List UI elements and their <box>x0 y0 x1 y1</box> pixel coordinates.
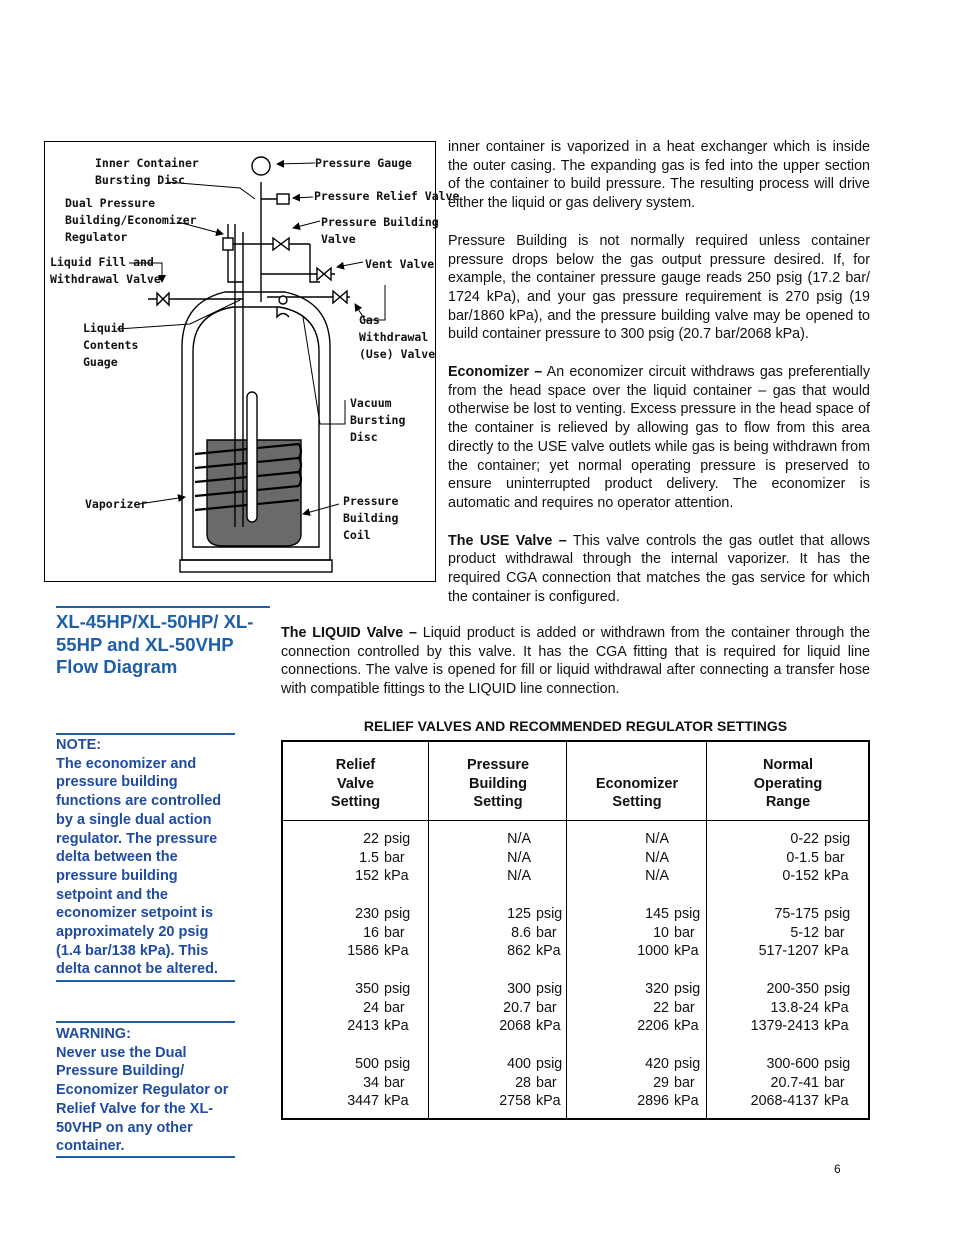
table-row <box>707 924 869 943</box>
note-rule-bottom <box>56 980 235 982</box>
cell-value: 400 <box>507 1056 531 1072</box>
cell-unit <box>669 867 674 886</box>
economizer-heading: Economizer – <box>448 364 543 381</box>
warning-heading: WARNING: <box>56 1026 131 1042</box>
page-number: 6 <box>834 1162 841 1176</box>
header-line: Economizer <box>595 775 679 792</box>
use-valve-text: This valve controls the gas outlet that allows product withdrawal through the internal vaporizer. It has the required CGA connection that matches the gas service for which the container is configured. <box>448 532 870 605</box>
cell-unit <box>669 830 674 849</box>
label-pressure-relief: Pressure Relief Valve <box>314 189 460 203</box>
cell-unit: psig <box>824 981 851 997</box>
value-group <box>567 905 707 961</box>
cell-value: 1586 <box>347 943 379 960</box>
column-header <box>567 756 707 812</box>
value-group <box>283 905 428 961</box>
use-valve-heading: The USE Valve – <box>448 532 567 549</box>
table-row <box>707 905 869 924</box>
cell-unit: kPa <box>674 943 699 960</box>
liquid-gauge-tube <box>247 392 257 522</box>
cell-value: 20.7-41 <box>770 1074 819 1091</box>
cell-unit: kPa <box>384 1093 409 1110</box>
liquid-valve-heading: The LIQUID Valve – <box>281 625 417 641</box>
table-row <box>567 980 707 999</box>
cell-unit: bar <box>384 924 405 941</box>
paragraph-use-valve <box>448 532 870 607</box>
cell-value: 517-1207 <box>758 943 819 960</box>
container-base <box>180 560 332 572</box>
table-row <box>283 942 428 961</box>
label-vacuum-bursting: Vacuum Bursting Disc <box>350 396 406 444</box>
cell-unit: psig <box>536 906 563 922</box>
warning-text: Never use the Dual Pressure Building/ Economizer Regulator or Relief Valve for the XL-50VHP on any other container. <box>56 1044 229 1155</box>
value-group <box>283 980 428 1036</box>
table-row <box>283 867 428 886</box>
cell-value: 8.6 <box>511 924 531 941</box>
cell-value: N/A <box>507 868 531 885</box>
cell-value: 145 <box>645 906 669 922</box>
cell-value: 125 <box>507 906 531 922</box>
cell-value: 1379-2413 <box>750 1018 819 1035</box>
table-row <box>283 1055 428 1074</box>
cell-value: 2206 <box>637 1018 669 1035</box>
cell-value: 28 <box>515 1074 531 1091</box>
table-row <box>283 830 428 849</box>
value-group <box>567 980 707 1036</box>
table-row <box>707 942 869 961</box>
table-row <box>707 830 869 849</box>
value-group <box>429 905 567 961</box>
economizer-text: An economizer circuit withdraws gas preferentially from the head space over the liquid container – gas that would otherwise be lost to venting. Excess pressure in the head space of the container is relieved by allowing gas to flow from this area directly to the USE valve outlets while gas is being withdrawn from the container; yet normal operating pressure is preserved to ensure uninterrupted product delivery. The economizer is automatic and requires no operator attention. <box>448 364 870 511</box>
cell-value: 300-600 <box>766 1056 819 1072</box>
cell-unit <box>531 849 536 868</box>
cell-unit: bar <box>674 1074 695 1091</box>
table-row <box>429 849 567 868</box>
cell-unit: bar <box>674 924 695 941</box>
table-row <box>283 905 428 924</box>
cell-unit <box>669 849 674 868</box>
table-row <box>707 1074 869 1093</box>
table-row <box>283 999 428 1018</box>
header-line: Relief <box>335 757 376 773</box>
cell-value: 152 <box>355 868 379 885</box>
cell-value: 34 <box>363 1074 379 1091</box>
cell-value: 0-22 <box>790 831 819 847</box>
value-group <box>429 980 567 1036</box>
flow-diagram-drawing <box>45 142 460 581</box>
header-line: Setting <box>330 794 381 811</box>
header-line: Operating <box>753 775 823 792</box>
value-group <box>707 905 869 961</box>
table-row <box>429 924 567 943</box>
label-pressure-gauge: Pressure Gauge <box>315 156 412 170</box>
table-row <box>567 905 707 924</box>
cell-unit: bar <box>674 999 695 1016</box>
pressure-gauge-dial <box>252 157 270 175</box>
note-rule-top <box>56 733 235 735</box>
warning-rule-top <box>56 1021 235 1023</box>
label-vent-valve: Vent Valve <box>365 257 435 271</box>
cell-unit: psig <box>674 981 701 997</box>
cell-value: 2068 <box>499 1018 531 1035</box>
note-text: The economizer and pressure building functions are controlled by a single dual action regulator. The pressure delta between the pressure building setpoint and the economizer setpoint is approximately 20 psig (1.4 bar/138 kPa). This delta cannot be altered. <box>56 755 222 978</box>
cell-value: N/A <box>645 849 669 866</box>
cell-value: N/A <box>645 868 669 885</box>
cell-value: 420 <box>645 1056 669 1072</box>
table-row <box>429 1074 567 1093</box>
column-relief <box>283 742 428 1118</box>
cell-unit <box>531 830 536 849</box>
cell-unit: kPa <box>536 1093 561 1110</box>
cell-unit: bar <box>384 849 405 866</box>
table-row <box>567 849 707 868</box>
cell-value: 75-175 <box>774 906 819 922</box>
column-pressure-building <box>428 742 567 1118</box>
cell-value: 22 <box>363 831 379 847</box>
cell-value: 24 <box>363 999 379 1016</box>
cell-value: 1.5 <box>359 849 379 866</box>
cell-value: 320 <box>645 981 669 997</box>
cell-unit: psig <box>384 981 411 997</box>
table-row <box>429 980 567 999</box>
table-row <box>567 1092 707 1111</box>
table-row <box>707 980 869 999</box>
cell-unit: kPa <box>674 1093 699 1110</box>
paragraph-liquid-valve <box>281 624 870 699</box>
value-group <box>707 1055 869 1111</box>
value-group <box>429 830 567 886</box>
cell-unit: bar <box>384 1074 405 1091</box>
table-row <box>429 830 567 849</box>
cell-unit: bar <box>536 999 557 1016</box>
cell-unit: psig <box>824 831 851 847</box>
table-row <box>283 980 428 999</box>
table-row <box>567 942 707 961</box>
header-line: Setting <box>612 794 662 811</box>
table-row <box>283 1092 428 1111</box>
cell-value: 3447 <box>347 1093 379 1110</box>
table-row <box>707 1092 869 1111</box>
cell-value: 22 <box>653 999 669 1016</box>
table-row <box>567 1074 707 1093</box>
title-rule <box>56 606 270 608</box>
column-economizer <box>566 742 707 1118</box>
cell-unit: bar <box>824 924 845 941</box>
cell-value: N/A <box>645 831 669 847</box>
table-row <box>567 830 707 849</box>
paragraph-vaporization: inner container is vaporized in a heat exchanger which is inside the outer casing. The expanding gas is fed into the upper section of the container to build pressure. The resulting process will drive either the liquid or gas delivery system. <box>448 139 870 212</box>
table-row <box>567 1055 707 1074</box>
label-liquid-fill: Liquid Fill and Withdrawal Valve <box>50 255 161 286</box>
label-pressure-building-coil: Pressure Building Coil <box>343 494 399 542</box>
cell-unit: kPa <box>824 1018 849 1035</box>
table-caption: RELIEF VALVES AND RECOMMENDED REGULATOR SETTINGS <box>363 718 788 734</box>
cell-value: 300 <box>507 981 531 997</box>
cell-unit: bar <box>824 849 845 866</box>
cell-unit: kPa <box>536 1018 561 1035</box>
column-header <box>429 756 567 812</box>
cell-value: N/A <box>507 831 531 847</box>
cell-unit: bar <box>536 1074 557 1091</box>
cell-unit: kPa <box>536 943 561 960</box>
cell-unit: kPa <box>824 999 849 1016</box>
cell-value: 2413 <box>347 1018 379 1035</box>
cell-value: 230 <box>355 906 379 922</box>
warning-rule-bottom <box>56 1156 235 1158</box>
cell-unit: kPa <box>674 1018 699 1035</box>
label-vaporizer: Vaporizer <box>85 497 148 511</box>
cell-value: 20.7 <box>503 999 531 1016</box>
cell-value: 5-12 <box>790 924 819 941</box>
header-line: Building <box>469 775 527 792</box>
header-line: Normal <box>763 757 813 773</box>
liquid-valve-text: Liquid product is added or withdrawn from the container through the connection controlled by this valve. It has the CGA fitting that is required for liquid line connections. The valve is opened for fill or liquid withdrawal after connecting a transfer hose with compatible fittings to the LIQUID line connection. <box>281 625 870 698</box>
table-row <box>283 1017 428 1036</box>
value-group <box>283 1055 428 1111</box>
table-row <box>429 867 567 886</box>
column-operating-range <box>706 742 869 1118</box>
regulator-box <box>223 238 233 250</box>
cell-unit: psig <box>536 1056 563 1072</box>
table-row <box>283 924 428 943</box>
table-row <box>567 1017 707 1036</box>
column-header <box>707 756 869 812</box>
cell-value: 29 <box>653 1074 669 1091</box>
header-line: Pressure <box>466 757 530 773</box>
header-line: Range <box>765 794 811 811</box>
cell-unit: psig <box>384 906 411 922</box>
flow-diagram <box>44 141 460 582</box>
cell-value: 2758 <box>499 1093 531 1110</box>
cell-unit: psig <box>824 906 851 922</box>
table-row <box>707 999 869 1018</box>
table-row <box>707 1017 869 1036</box>
table-row <box>429 1017 567 1036</box>
paragraph-pressure-building: Pressure Building is not normally required unless container pressure drops below the gas output pressure desired. If, for example, the container pressure gauge reads 250 psig (17.2 bar/ 1724 kPa), and your gas pressure requirement is 270 psig (19 bar/1860 kPa), and the pressure building valve may be opened to build container pressure to 300 psig (20.7 bar/2068 kPa). <box>448 232 870 343</box>
label-liquid-contents: Liquid Contents Guage <box>83 321 139 369</box>
cell-value: 862 <box>507 943 531 960</box>
cell-unit: psig <box>384 831 411 847</box>
table-row <box>429 1092 567 1111</box>
cell-value: 13.8-24 <box>770 999 819 1016</box>
value-group <box>429 1055 567 1111</box>
cell-value: 16 <box>363 924 379 941</box>
table-row <box>429 1055 567 1074</box>
value-group <box>567 830 707 886</box>
cell-value: 350 <box>355 981 379 997</box>
table-row <box>707 867 869 886</box>
label-dual-pressure: Dual Pressure Building/Economizer Regulator <box>65 196 197 244</box>
paragraph-economizer <box>448 363 870 513</box>
label-gas-withdrawal: Gas Withdrawal (Use) Valve <box>359 313 436 361</box>
value-group <box>707 830 869 886</box>
header-line: Valve <box>336 775 375 792</box>
cell-unit: bar <box>824 1074 845 1091</box>
cell-unit: kPa <box>824 868 849 885</box>
value-group <box>283 830 428 886</box>
note-heading: NOTE: <box>56 737 102 753</box>
header-line <box>567 756 707 775</box>
cell-unit: psig <box>674 1056 701 1072</box>
cell-value: 0-152 <box>782 868 819 885</box>
cell-unit: bar <box>536 924 557 941</box>
table-row <box>283 1074 428 1093</box>
settings-table <box>281 740 870 1120</box>
cell-value: 1000 <box>637 943 669 960</box>
warning-box <box>56 1025 236 1156</box>
column-header <box>283 756 428 812</box>
cell-value: N/A <box>507 849 531 866</box>
relief-valve-body <box>277 194 289 204</box>
cell-value: 200-350 <box>766 981 819 997</box>
table-row <box>567 924 707 943</box>
cell-unit: bar <box>384 999 405 1016</box>
table-row <box>707 1055 869 1074</box>
note-box <box>56 736 236 979</box>
value-group <box>707 980 869 1036</box>
value-group <box>567 1055 707 1111</box>
label-inner-container: Inner Container Bursting Disc <box>95 156 199 187</box>
cell-unit: psig <box>536 981 563 997</box>
cell-unit: psig <box>674 906 701 922</box>
table-row <box>707 849 869 868</box>
cell-value: 10 <box>653 924 669 941</box>
cell-unit: kPa <box>824 1093 849 1110</box>
cell-value: 2896 <box>637 1093 669 1110</box>
table-row <box>429 999 567 1018</box>
table-row <box>567 867 707 886</box>
cell-value: 0-1.5 <box>786 849 819 866</box>
header-line: Setting <box>473 794 523 811</box>
cell-unit: kPa <box>384 943 409 960</box>
cell-unit: kPa <box>384 1018 409 1035</box>
table-row <box>283 849 428 868</box>
cell-value: 500 <box>355 1056 379 1072</box>
label-pressure-building-valve: Pressure Building Valve <box>321 215 439 246</box>
figure-title: XL-45HP/XL-50HP/ XL-55HP and XL-50VHP Flow Diagram <box>56 611 254 677</box>
cell-unit <box>531 867 536 886</box>
table-row <box>429 942 567 961</box>
cell-unit: psig <box>384 1056 411 1072</box>
cell-unit: psig <box>824 1056 851 1072</box>
right-column-text <box>448 138 870 625</box>
cell-value: 2068-4137 <box>750 1093 819 1110</box>
table-row <box>429 905 567 924</box>
cell-unit: kPa <box>824 943 849 960</box>
table-row <box>567 999 707 1018</box>
cell-unit: kPa <box>384 868 409 885</box>
